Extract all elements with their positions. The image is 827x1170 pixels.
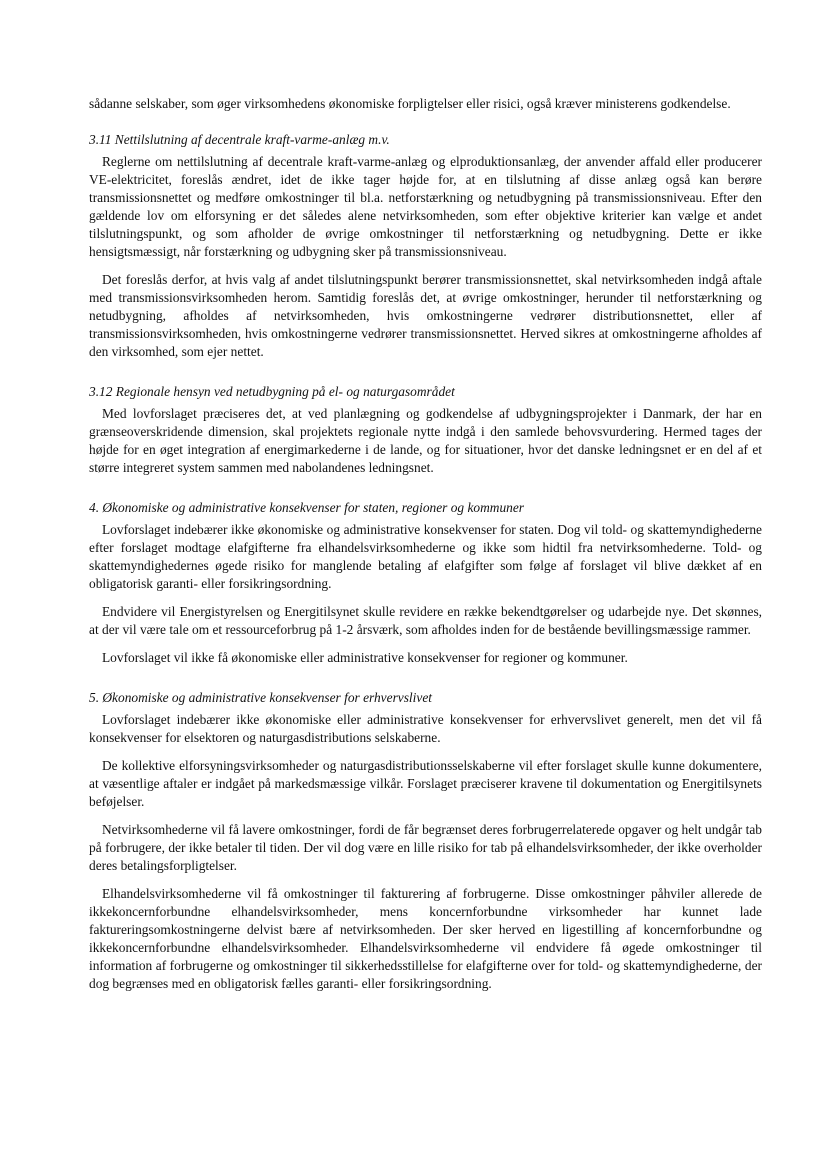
section-paragraph: Lovforslaget vil ikke få økonomiske eller administrative konsekvenser for regioner og kommuner. — [102, 650, 628, 665]
section-heading: 3.12 Regionale hensyn ved netudbygning på el- og naturgasområdet — [89, 384, 455, 399]
section-paragraph: Endvidere vil Energistyrelsen og Energitilsynet skulle revidere en række bekendtgørelser og udarbejde nye. Det skønnes, at der vil være tale om et ressourceforbrug på 1-2 årsværk, som afholdes inden for de bestående bevillingsmæssige rammer. — [89, 604, 762, 637]
section-paragraph: Med lovforslaget præciseres det, at ved planlægning og godkendelse af udbygningsprojekter i Danmark, der har en grænseoverskridende dimension, skal projektets regionale nytte indgå i den samlede behovsvurdering. Hermed tages der højde for en øget integration af energimarkederne i de lande, og for situationer, hvor det danske ledningsnet er en del af et større integreret system sammen med nabolandenes ledningsnet. — [89, 406, 762, 475]
section-paragraph: Netvirksomhederne vil få lavere omkostninger, fordi de får begrænset deres forbrugerrelaterede opgaver og helt undgår tab på forbrugere, der ikke betaler til tiden. Der vil dog være en lille risiko for tab på elhandelsvirksomheder, der ikke overholder deres betalingsforpligtelser. — [89, 822, 762, 873]
section-paragraph: Reglerne om nettilslutning af decentrale kraft-varme-anlæg og elproduktionsanlæg, der anvender affald eller producerer VE-elektricitet, foreslås ændret, idet de ikke tager højde for, at en tilslutning af disse anlæg også kan berøre transmissionsnettet og medføre omkostninger til bl.a. netforstærkning og netudbygning på transmissionsniveau. Efter den gældende lov om elforsyning er det således alene netvirksomheden, som efter objektive kriterier kan vælge et andet tilslutningspunkt, og som afholder de øvrige omkostninger til netforstærkning og netudbygning. Dette er ikke hensigtsmæssigt, når forstærkning og udbygning sker på transmissionsniveau. — [89, 154, 762, 259]
section-5 — [89, 689, 762, 993]
section-3-11 — [89, 131, 762, 361]
document-page — [89, 95, 762, 1003]
intro-paragraph: sådanne selskaber, som øger virksomhedens økonomiske forpligtelser eller risici, også kræver ministerens godkendelse. — [89, 96, 731, 111]
section-paragraph: Det foreslås derfor, at hvis valg af andet tilslutningspunkt berører transmissionsnettet, skal netvirksomheden indgå aftale med transmissionsvirksomheden herom. Samtidig foreslås det, at øvrige omkostninger, herunder til netforstærkning og netudbygning, afholdes af netvirksomheden, hvis omkostningerne vedrører distributionsnettet, eller af transmissionsvirksomheden, hvis omkostningerne vedrører transmissionsnettet. Herved sikres at omkostningerne afholdes af den virksomhed, som ejer nettet. — [89, 272, 762, 359]
section-paragraph: Lovforslaget indebærer ikke økonomiske og administrative konsekvenser for staten. Dog vil told- og skattemyndighederne efter forslaget modtage elafgifterne fra elhandelsvirksomhederne og ikke som hidtil fra netvirksomhederne. Told- og skattemyndighedernes øgede risiko for manglende betaling af elafgifter som følge af forslaget vil blive dækket af en obligatorisk garanti- eller forsikringsordning. — [89, 522, 762, 591]
section-heading: 3.11 Nettilslutning af decentrale kraft-varme-anlæg m.v. — [89, 132, 390, 147]
section-4 — [89, 499, 762, 667]
section-paragraph: Lovforslaget indebærer ikke økonomiske eller administrative konsekvenser for erhvervslivet generelt, men det vil få konsekvenser for elsektoren og naturgasdistributions selskaberne. — [89, 712, 762, 745]
section-paragraph: Elhandelsvirksomhederne vil få omkostninger til fakturering af forbrugerne. Disse omkostninger påhviler allerede de ikkekoncernforbundne elhandelsvirksomheder, mens koncernforbundne virksomheder har kunnet lade faktureringsomkostningerne delvist bære af netvirksomheden. Der sker herved en ligestilling af koncernforbundne og ikkekoncernforbundne elhandelsvirksomheder. Elhandelsvirksomhederne vil endvidere få øgede omkostninger til information af forbrugerne og omkostninger til sikkerhedsstillelse for elafgifterne over for told- og skattemyndighederne, der dog begrænses med en obligatorisk fælles garanti- eller forsikringsordning. — [89, 886, 762, 991]
section-heading: 5. Økonomiske og administrative konsekvenser for erhvervslivet — [89, 690, 432, 705]
section-3-12 — [89, 383, 762, 477]
section-paragraph: De kollektive elforsyningsvirksomheder og naturgasdistributionsselskaberne vil efter forslaget skulle kunne dokumentere, at væsentlige aftaler er indgået på markedsmæssige vilkår. Forslaget præciserer kravene til dokumentation og Energitilsynets beføjelser. — [89, 758, 762, 809]
section-heading: 4. Økonomiske og administrative konsekvenser for staten, regioner og kommuner — [89, 500, 524, 515]
